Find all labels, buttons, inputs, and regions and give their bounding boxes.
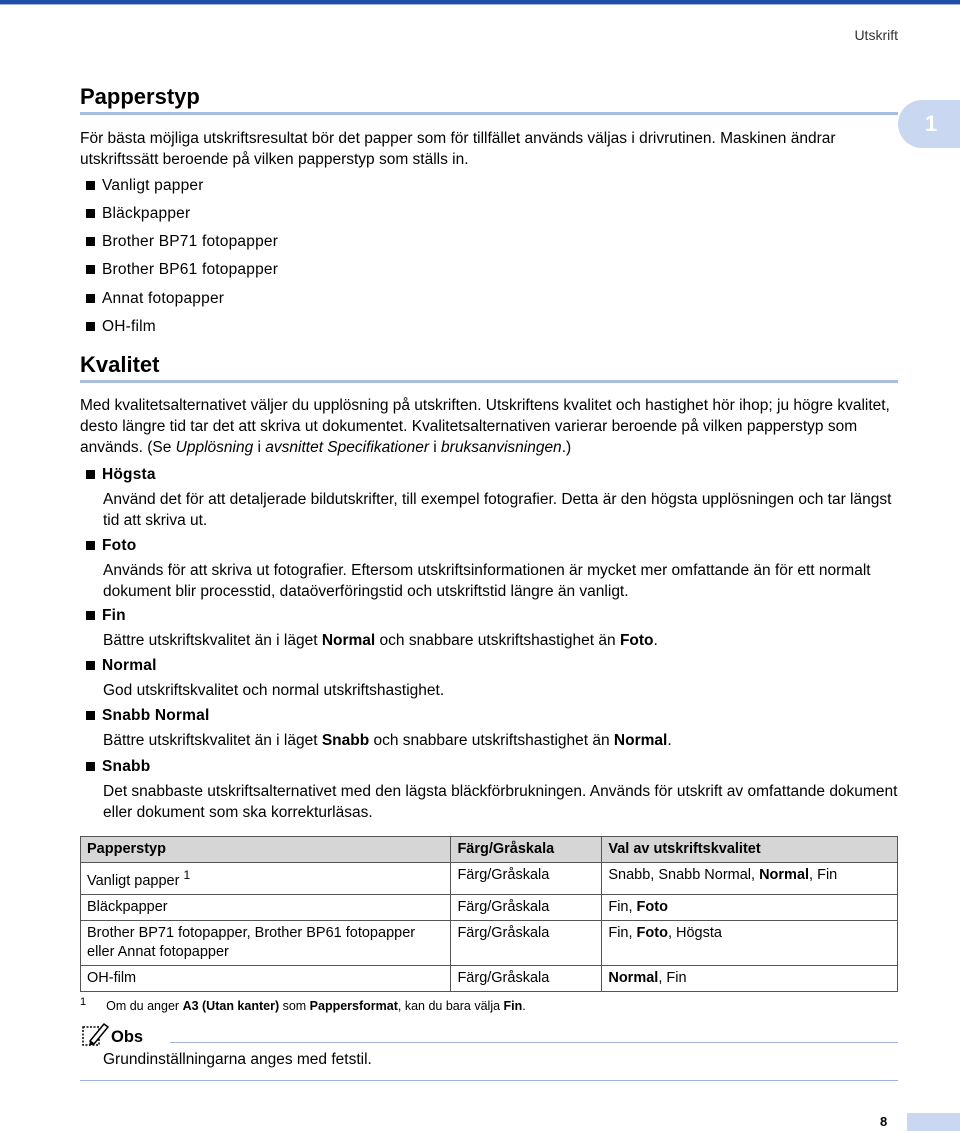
list-item: OH-film <box>86 316 156 337</box>
quality-desc: Det snabbaste utskriftsalternativet med den lägsta bläckförbrukningen. Används för utskrift av omfattande dokument eller dokument som ska korrekturläsas. <box>103 783 898 821</box>
table-cell: OH-film <box>81 965 451 991</box>
quality-option-snabb-normal: Snabb Normal <box>86 705 209 726</box>
quality-option-fin: Fin <box>86 605 126 626</box>
bullet-square-icon <box>86 322 95 331</box>
page-tab <box>907 1113 960 1131</box>
bullet-square-icon <box>86 611 95 620</box>
list-item: Brother BP71 fotopapper <box>86 231 278 252</box>
table-cell: Färg/Gråskala <box>451 894 602 920</box>
heading-rule <box>80 112 898 115</box>
bullet-square-icon <box>86 181 95 190</box>
footnote-ref: 1 <box>183 868 191 882</box>
column-header: Val av utskriftskvalitet <box>602 837 898 863</box>
table-cell: Färg/Gråskala <box>451 920 602 965</box>
quality-table <box>80 836 898 992</box>
column-header: Färg/Gråskala <box>451 837 602 863</box>
table-cell: Färg/Gråskala <box>451 863 602 895</box>
table-cell: Vanligt papper $^1$ <box>81 863 451 895</box>
table-cell: Fin, Foto <box>602 894 898 920</box>
top-rule-thin <box>0 4 960 5</box>
table-cell: Snabb, Snabb Normal, Normal, Fin <box>602 863 898 895</box>
list-item: Vanligt papper <box>86 175 204 196</box>
quality-desc: Använd det för att detaljerade bildutskrifter, till exempel fotografier. Detta är den högsta upplösningen och tar längst tid att skriva ut. <box>103 491 892 529</box>
note-text: Grundinställningarna anges med fetstil. <box>103 1051 372 1068</box>
bullet-square-icon <box>86 294 95 303</box>
list-item: Bläckpapper <box>86 203 190 224</box>
footnote-mark: 1 <box>80 996 87 1008</box>
chapter-number: 1 <box>924 111 938 136</box>
quality-option-foto: Foto <box>86 535 136 556</box>
bullet-square-icon <box>86 711 95 720</box>
footnote: $^1$ Om du anger A3 (Utan kanter) som Pappersformat, kan du bara välja Fin. <box>80 996 526 1014</box>
bullet-square-icon <box>86 541 95 550</box>
table-cell: Bläckpapper <box>81 894 451 920</box>
table-cell: Brother BP71 fotopapper, Brother BP61 fotopapper eller Annat fotopapper <box>81 920 451 965</box>
kvalitet-intro: Med kvalitetsalternativet väljer du upplösning på utskriften. Utskriftens kvalitet och hastighet hör ihop; ju högre kvalitet, desto längre tid tar det att skriva ut dokumentet. Kvalitetsalternativen varierar beroende på vilken papperstyp som används. (Se Upplösning i avsnittet Specifikationer i bruksanvisningen.) <box>80 397 890 456</box>
note-pencil-icon <box>80 1021 110 1047</box>
table-row <box>81 863 898 895</box>
quality-option-snabb: Snabb <box>86 756 150 777</box>
quality-desc: Bättre utskriftskvalitet än i läget Snabb och snabbare utskriftshastighet än Normal. <box>103 732 672 749</box>
bullet-square-icon <box>86 209 95 218</box>
bullet-square-icon <box>86 661 95 670</box>
quality-desc: God utskriftskvalitet och normal utskriftshastighet. <box>103 682 445 699</box>
note-rule-bottom <box>80 1080 898 1081</box>
table-row <box>81 920 898 965</box>
papper-intro: För bästa möjliga utskriftsresultat bör det papper som för tillfället används väljas i drivrutinen. Maskinen ändrar utskriftssätt beroende på vilken papperstyp som ställs in. <box>80 130 836 168</box>
list-item: Annat fotopapper <box>86 288 224 309</box>
column-header: Papperstyp <box>81 837 451 863</box>
bullet-square-icon <box>86 762 95 771</box>
quality-option-normal: Normal <box>86 655 157 676</box>
running-header: Utskrift <box>854 27 898 43</box>
quality-desc: Bättre utskriftskvalitet än i läget Normal och snabbare utskriftshastighet än Foto. <box>103 632 658 649</box>
quality-option-hogsta: Högsta <box>86 464 156 485</box>
chapter-tab <box>898 100 960 148</box>
table-row <box>81 894 898 920</box>
list-item: Brother BP61 fotopapper <box>86 259 278 280</box>
table-header-row <box>81 837 898 863</box>
bullet-square-icon <box>86 265 95 274</box>
table-cell: Normal, Fin <box>602 965 898 991</box>
heading-papperstyp: Papperstyp <box>80 84 200 109</box>
quality-desc: Används för att skriva ut fotografier. Eftersom utskriftsinformationen är mycket mer omfattande än för ett normalt dokument blir processtid, dataöverföringstid och utskriftstid längre än vanligt. <box>103 562 871 600</box>
heading-rule <box>80 380 898 383</box>
table-cell: Färg/Gråskala <box>451 965 602 991</box>
bullet-square-icon <box>86 470 95 479</box>
bullet-square-icon <box>86 237 95 246</box>
table-cell: Fin, Foto, Högsta <box>602 920 898 965</box>
note-rule <box>170 1042 898 1043</box>
note-title: Obs <box>111 1028 144 1046</box>
table-row <box>81 965 898 991</box>
heading-kvalitet: Kvalitet <box>80 352 160 377</box>
page-number: 8 <box>880 1114 888 1129</box>
